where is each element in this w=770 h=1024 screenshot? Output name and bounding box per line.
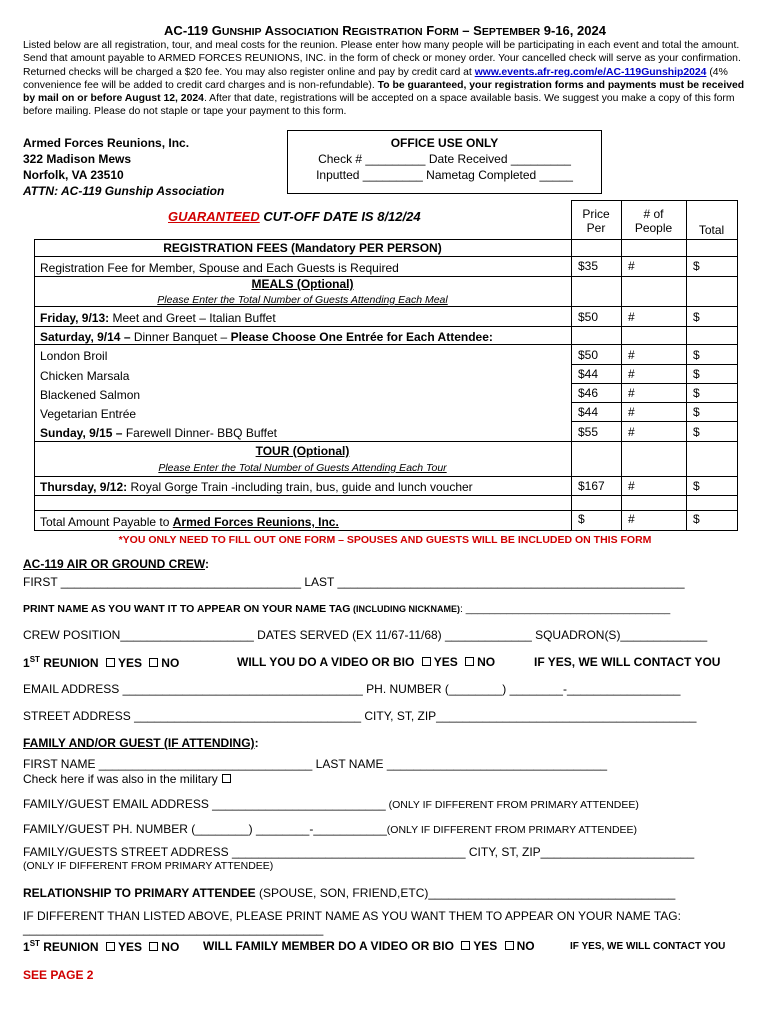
price-chicken-marsala: $44 xyxy=(578,367,599,381)
people-blackened-salmon[interactable]: # xyxy=(628,386,635,400)
crew-video-question: WILL YOU DO A VIDEO OR BIO YES NO xyxy=(237,655,496,669)
tour-note: Please Enter the Total Number of Guests Attending Each Tour xyxy=(158,462,447,474)
tour-heading: TOUR (Optional) xyxy=(255,444,350,458)
col-header-total: Total xyxy=(698,223,725,237)
family-relationship-field[interactable]: RELATIONSHIP TO PRIMARY ATTENDEE (SPOUSE, SON, FRIEND,ETC)_____________________________________ xyxy=(23,886,676,900)
see-page-2: SEE PAGE 2 xyxy=(23,968,94,982)
sunday-item: Sunday, 9/15 – Farewell Dinner- BBQ Buffet xyxy=(40,426,277,440)
price-total: $ xyxy=(578,512,585,526)
registration-link[interactable]: www.events.afr-reg.com/e/AC-119Gunship2024 xyxy=(474,66,707,78)
one-form-note: *YOU ONLY NEED TO FILL OUT ONE FORM – SPOUSES AND GUESTS WILL BE INCLUDED ON THIS FORM xyxy=(118,534,652,546)
family-email-field[interactable]: FAMILY/GUEST EMAIL ADDRESS __________________________ (ONLY IF DIFFERENT FROM PRIMARY ATTENDEE) xyxy=(23,797,639,811)
crew-email-phone-field[interactable]: EMAIL ADDRESS ____________________________________ PH. NUMBER (________) ________-_________________ xyxy=(23,682,681,696)
form-title: AC-119 GUNSHIP ASSOCIATION REGISTRATION FORM – SEPTEMBER 9-16, 2024 xyxy=(164,23,606,38)
people-vegetarian[interactable]: # xyxy=(628,405,635,419)
family-heading: FAMILY AND/OR GUEST (IF ATTENDING): xyxy=(23,736,259,750)
col-header-people: # of People xyxy=(634,207,673,235)
people-chicken-marsala[interactable]: # xyxy=(628,367,635,381)
crew-reunion-yes-checkbox[interactable] xyxy=(106,658,115,667)
crew-reunion-question: 1ST REUNION YES NO xyxy=(23,655,180,670)
intro-paragraph: Listed below are all registration, tour, and meal costs for the reunion. Please enter how many people will be participating in each event and total the amount. Send that amount payable to ARMED FORCES REUNIONS, INC. in the form of check or money order. Your cancelled check will serve as your confirmation. Returned checks will be charged a $20 fee. You may also register online and pay by credit card at www.events.afr-reg.com/e/AC-119Gunship2024 (4% convenience fee will be added to credit card charges and is non-refundable). To be guaranteed, your registration forms and payments must be received by mail on or before August 12, 2024. After that date, registrations will be accepted on a space available basis. We suggest you make a copy of this form before mailing. Please do not staple or tape your payment to this form. xyxy=(23,40,745,118)
family-video-no-checkbox[interactable] xyxy=(505,941,514,950)
people-sunday[interactable]: # xyxy=(628,425,635,439)
total-london-broil[interactable]: $ xyxy=(693,348,700,362)
cutoff-date: GUARANTEED CUT-OFF DATE IS 8/12/24 xyxy=(168,209,421,224)
total-chicken-marsala[interactable]: $ xyxy=(693,367,700,381)
family-video-question: WILL FAMILY MEMBER DO A VIDEO OR BIO YES NO xyxy=(203,939,535,953)
reg-item: Registration Fee for Member, Spouse and Each Guests is Required xyxy=(40,261,399,275)
crew-contact-note: IF YES, WE WILL CONTACT YOU xyxy=(534,655,721,669)
meals-note: Please Enter the Total Number of Guests Attending Each Meal xyxy=(157,294,448,306)
total-grand[interactable]: $ xyxy=(693,512,700,526)
price-vegetarian: $44 xyxy=(578,405,599,419)
crew-name-field[interactable]: FIRST ____________________________________ LAST ____________________________________________________ xyxy=(23,575,685,589)
col-header-price: Price Per xyxy=(582,207,610,235)
meals-heading: MEALS (Optional) xyxy=(251,277,354,291)
entree-london-broil: London Broil xyxy=(40,349,108,363)
people-registration[interactable]: # xyxy=(628,259,635,273)
total-thursday[interactable]: $ xyxy=(693,479,700,493)
crew-position-field[interactable]: CREW POSITION____________________ DATES SERVED (EX 11/67-11/68) _____________ SQUADRON(S)_____________ xyxy=(23,628,708,642)
people-thursday[interactable]: # xyxy=(628,479,635,493)
price-registration: $35 xyxy=(578,259,599,273)
family-military-check: Check here if was also in the military xyxy=(23,772,234,786)
family-contact-note: IF YES, WE WILL CONTACT YOU xyxy=(570,941,726,952)
price-blackened-salmon: $46 xyxy=(578,386,599,400)
price-friday: $50 xyxy=(578,310,599,324)
family-reunion-question: 1ST REUNION YES NO xyxy=(23,939,180,954)
price-thursday: $167 xyxy=(578,479,605,493)
total-friday[interactable]: $ xyxy=(693,310,700,324)
family-video-yes-checkbox[interactable] xyxy=(461,941,470,950)
family-name-field[interactable]: FIRST NAME ________________________________ LAST NAME _________________________________ xyxy=(23,757,608,771)
friday-item: Friday, 9/13: Meet and Greet – Italian Buffet xyxy=(40,311,276,325)
family-nametag-field[interactable]: _____________________________________________ xyxy=(23,922,324,936)
family-reunion-yes-checkbox[interactable] xyxy=(106,942,115,951)
total-payable: Total Amount Payable to Armed Forces Reunions, Inc. xyxy=(40,515,339,529)
total-sunday[interactable]: $ xyxy=(693,425,700,439)
family-nametag-instruction: IF DIFFERENT THAN LISTED ABOVE, PLEASE PRINT NAME AS YOU WANT THEM TO APPEAR ON YOUR NAME TAG: xyxy=(23,909,681,923)
entree-chicken-marsala: Chicken Marsala xyxy=(40,369,130,383)
total-registration[interactable]: $ xyxy=(693,259,700,273)
reg-heading: REGISTRATION FEES (Mandatory PER PERSON) xyxy=(163,241,442,255)
family-military-checkbox[interactable] xyxy=(222,774,231,783)
thursday-item: Thursday, 9/12: Royal Gorge Train -including train, bus, guide and lunch voucher xyxy=(40,480,473,494)
total-blackened-salmon[interactable]: $ xyxy=(693,386,700,400)
family-street-field[interactable]: FAMILY/GUESTS STREET ADDRESS ___________________________________ CITY, ST, ZIP_______________________ xyxy=(23,845,695,859)
entree-vegetarian: Vegetarian Entrée xyxy=(40,407,137,421)
crew-video-no-checkbox[interactable] xyxy=(465,657,474,666)
crew-street-field[interactable]: STREET ADDRESS __________________________________ CITY, ST, ZIP_______________________________________ xyxy=(23,709,697,723)
crew-heading: AC-119 AIR OR GROUND CREW: xyxy=(23,557,210,571)
family-street-note: (ONLY IF DIFFERENT FROM PRIMARY ATTENDEE) xyxy=(23,860,274,872)
people-total[interactable]: # xyxy=(628,512,635,526)
office-use-box: OFFICE USE ONLY Check # _________ Date Received _________ Inputted _________ Nametag Completed _____ xyxy=(287,130,602,194)
saturday-item: Saturday, 9/14 – Dinner Banquet – Please Choose One Entrée for Each Attendee: xyxy=(40,330,493,344)
family-phone-field[interactable]: FAMILY/GUEST PH. NUMBER (________) ________-___________(ONLY IF DIFFERENT FROM PRIMARY ATTENDEE) xyxy=(23,822,638,836)
price-sunday: $55 xyxy=(578,425,599,439)
mailing-address: Armed Forces Reunions, Inc. 322 Madison Mews Norfolk, VA 23510 ATTN: AC-119 Gunship Association xyxy=(23,136,225,198)
crew-nametag-field[interactable]: PRINT NAME AS YOU WANT IT TO APPEAR ON YOUR NAME TAG (INCLUDING NICKNAME): ___________________________________ xyxy=(23,603,671,615)
people-friday[interactable]: # xyxy=(628,310,635,324)
entree-blackened-salmon: Blackened Salmon xyxy=(40,388,141,402)
crew-video-yes-checkbox[interactable] xyxy=(422,657,431,666)
price-london-broil: $50 xyxy=(578,348,599,362)
people-london-broil[interactable]: # xyxy=(628,348,635,362)
family-reunion-no-checkbox[interactable] xyxy=(149,942,158,951)
total-vegetarian[interactable]: $ xyxy=(693,405,700,419)
crew-reunion-no-checkbox[interactable] xyxy=(149,658,158,667)
